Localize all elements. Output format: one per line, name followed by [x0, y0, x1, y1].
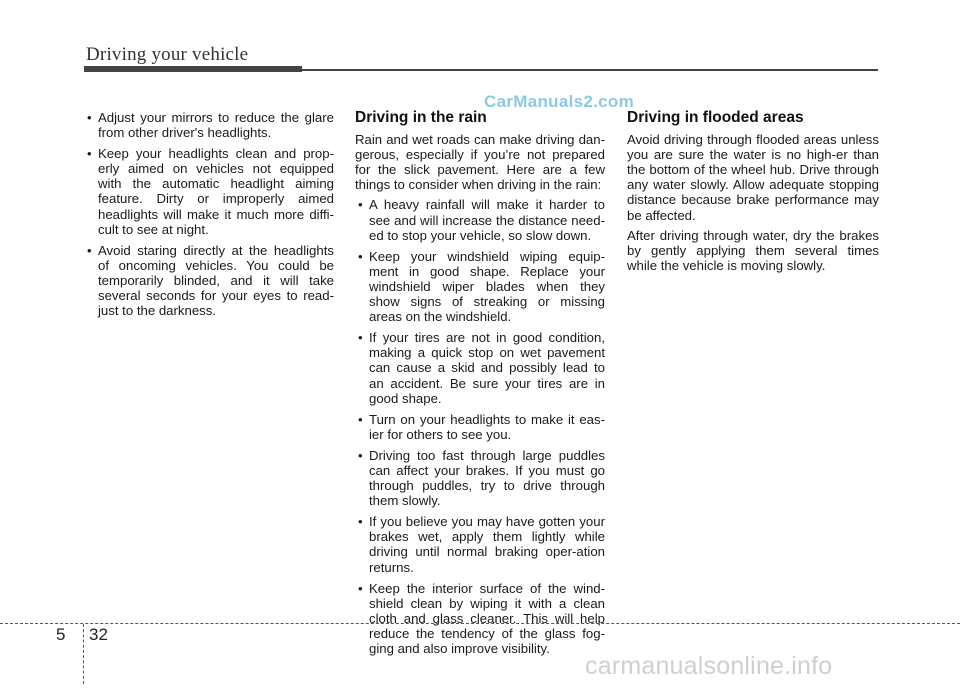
footer-dashed-rule	[0, 623, 960, 624]
watermark-logo-top: CarManuals2.com	[484, 92, 634, 111]
list-item: • Adjust your mirrors to reduce the glare from other driver's headlights.	[87, 110, 334, 141]
list-item: • Keep your windshield wiping equip-ment in good shape. Replace your windshield wiper blades when they show signs of streaking or missing areas on the windshield.	[358, 248, 605, 325]
rain-tips-list	[355, 197, 605, 656]
list-item: • If you believe you may have gotten your brakes wet, apply them lightly while driving until normal braking oper-ation returns.	[358, 514, 605, 575]
column-driving-in-rain	[355, 110, 605, 662]
list-item: • Keep the interior surface of the wind-shield clean by wiping it with a clean cloth and glass cleaner. This will help reduce the tendency of the glass fog-ging and also improve visibility.	[358, 580, 605, 656]
watermark-site-bottom: carmanualsonline.info	[585, 652, 833, 680]
footer-vertical-rule	[83, 624, 84, 684]
list-item: • A heavy rainfall will make it harder to see and will increase the distance need-ed to stop your vehicle, so slow down.	[358, 197, 605, 243]
rain-intro-paragraph: Rain and wet roads can make driving dan-gerous, especially if you’re not prepared for the slick pavement. Here are a few things to consider when driving in the rain:	[355, 132, 605, 193]
list-item: • Turn on your headlights to make it eas-ier for others to see you.	[358, 411, 605, 442]
page-header-title: Driving your vehicle	[86, 44, 249, 65]
list-item: • Driving too fast through large puddles can affect your brakes. If you must go through puddles, try to drive through them slowly.	[358, 447, 605, 509]
column-flooded-areas	[627, 110, 879, 278]
list-item: • If your tires are not in good condition, making a quick stop on wet pavement can cause a skid and possibly lead to an accident. Be sure your tires are in good shape.	[358, 330, 605, 406]
page-section-number: 5	[56, 625, 66, 644]
header-rule-thin	[300, 69, 878, 71]
header-rule-thick	[84, 66, 302, 72]
column-headlight-tips	[84, 110, 334, 324]
flooded-paragraph-1: Avoid driving through flooded areas unless you are sure the water is no high-er than the bottom of the wheel hub. Drive through any water slowly. Allow adequate stopping distance because brake performance may be affected.	[627, 132, 879, 223]
list-item: • Avoid staring directly at the headlights of oncoming vehicles. You could be temporarily blinded, and it will take several seconds for your eyes to read-just to the darkness.	[87, 242, 334, 319]
page-number: 32	[89, 625, 108, 644]
headlight-tips-list	[84, 110, 334, 318]
flooded-paragraph-2: After driving through water, dry the brakes by gently applying them several times while the vehicle is moving slowly.	[627, 227, 879, 273]
section-heading-flooded: Driving in flooded areas	[627, 109, 804, 126]
section-heading-rain: Driving in the rain	[355, 109, 487, 126]
list-item: • Keep your headlights clean and prop-erly aimed on vehicles not equipped with the automatic headlight aiming feature. Dirty or improperly aimed headlights will make it much more diffi-cult to see at night.	[87, 146, 334, 237]
